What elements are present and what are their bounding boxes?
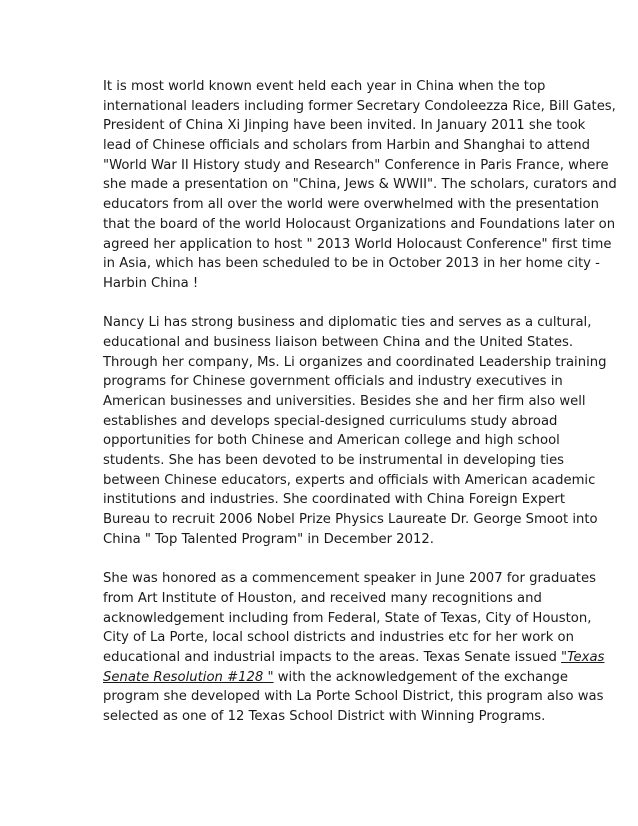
text-line: lead of Chinese officials and scholars from Harbin and Shanghai to attend — [103, 138, 590, 154]
senate-resolution-link[interactable]: "Texas — [561, 649, 605, 665]
paragraph-gap — [103, 294, 573, 314]
text-line: It is most world known event held each year in China when the top — [103, 79, 546, 94]
document-body — [103, 77, 617, 727]
text-line: Bureau to recruit 2006 Nobel Prize Physics Laureate Dr. George Smoot into — [103, 512, 598, 528]
text-line: students. She has been devoted to be instrumental in developing ties — [103, 453, 565, 469]
text-line: between Chinese educators, experts and officials with American academic — [103, 472, 596, 488]
text-line: institutions and industries. She coordinated with China Foreign Expert — [103, 492, 566, 508]
text-line: opportunities for both Chinese and American college and high school — [103, 433, 560, 449]
text-line — [103, 668, 573, 688]
text-line: Harbin China ! — [103, 275, 199, 291]
text-line: programs for Chinese government officials and industry executives in — [103, 374, 563, 390]
text-line: City of La Porte, local school districts and industries etc for her work on — [103, 630, 574, 646]
text-line: program she developed with La Porte School District, this program also was — [103, 689, 604, 705]
text-line: Nancy Li has strong business and diplomatic ties and serves as a cultural, — [103, 315, 592, 331]
text-line: "World War II History study and Research" Conference in Paris France, where — [103, 157, 609, 173]
text-line: from Art Institute of Houston, and received many recognitions and — [103, 590, 542, 606]
paragraph-event — [103, 77, 617, 294]
text-segment: with the acknowledgement of the exchange — [273, 669, 568, 685]
senate-resolution-link-continued[interactable]: Senate Resolution #128 " — [103, 669, 274, 685]
text-line: agreed her application to host " 2013 World Holocaust Conference" first time — [103, 236, 612, 252]
text-line: President of China Xi Jinping have been invited. In January 2011 she took — [103, 118, 586, 134]
text-line: establishes and develops special-designed curriculums study abroad — [103, 413, 558, 429]
text-line: educational and business liaison between China and the United States. — [103, 334, 574, 350]
text-line: American businesses and universities. Besides she and her firm also well — [103, 394, 586, 409]
paragraph-gap — [103, 550, 573, 570]
paragraph-recognitions — [103, 569, 605, 727]
text-line: acknowledgement including from Federal, State of Texas, City of Houston, — [103, 610, 592, 626]
text-line: educators from all over the world were overwhelmed with the presentation — [103, 197, 599, 213]
text-line: She was honored as a commencement speaker in June 2007 for graduates — [103, 571, 596, 587]
text-line: Through her company, Ms. Li organizes and coordinated Leadership training — [103, 354, 607, 370]
text-line: China " Top Talented Program" in December 2012. — [103, 531, 434, 547]
text-line: selected as one of 12 Texas School District with Winning Programs. — [103, 709, 546, 724]
text-line: in Asia, which has been scheduled to be in October 2013 in her home city - — [103, 256, 600, 272]
text-line: international leaders including former Secretary Condoleezza Rice, Bill Gates, — [103, 98, 616, 114]
text-segment: educational and industrial impacts to the areas. Texas Senate issued — [103, 649, 562, 665]
text-line: that the board of the world Holocaust Organizations and Foundations later on — [103, 216, 616, 232]
text-line — [103, 648, 605, 668]
paragraph-business-ties — [103, 313, 607, 549]
text-line: she made a presentation on "China, Jews & WWII". The scholars, curators and — [103, 177, 617, 193]
